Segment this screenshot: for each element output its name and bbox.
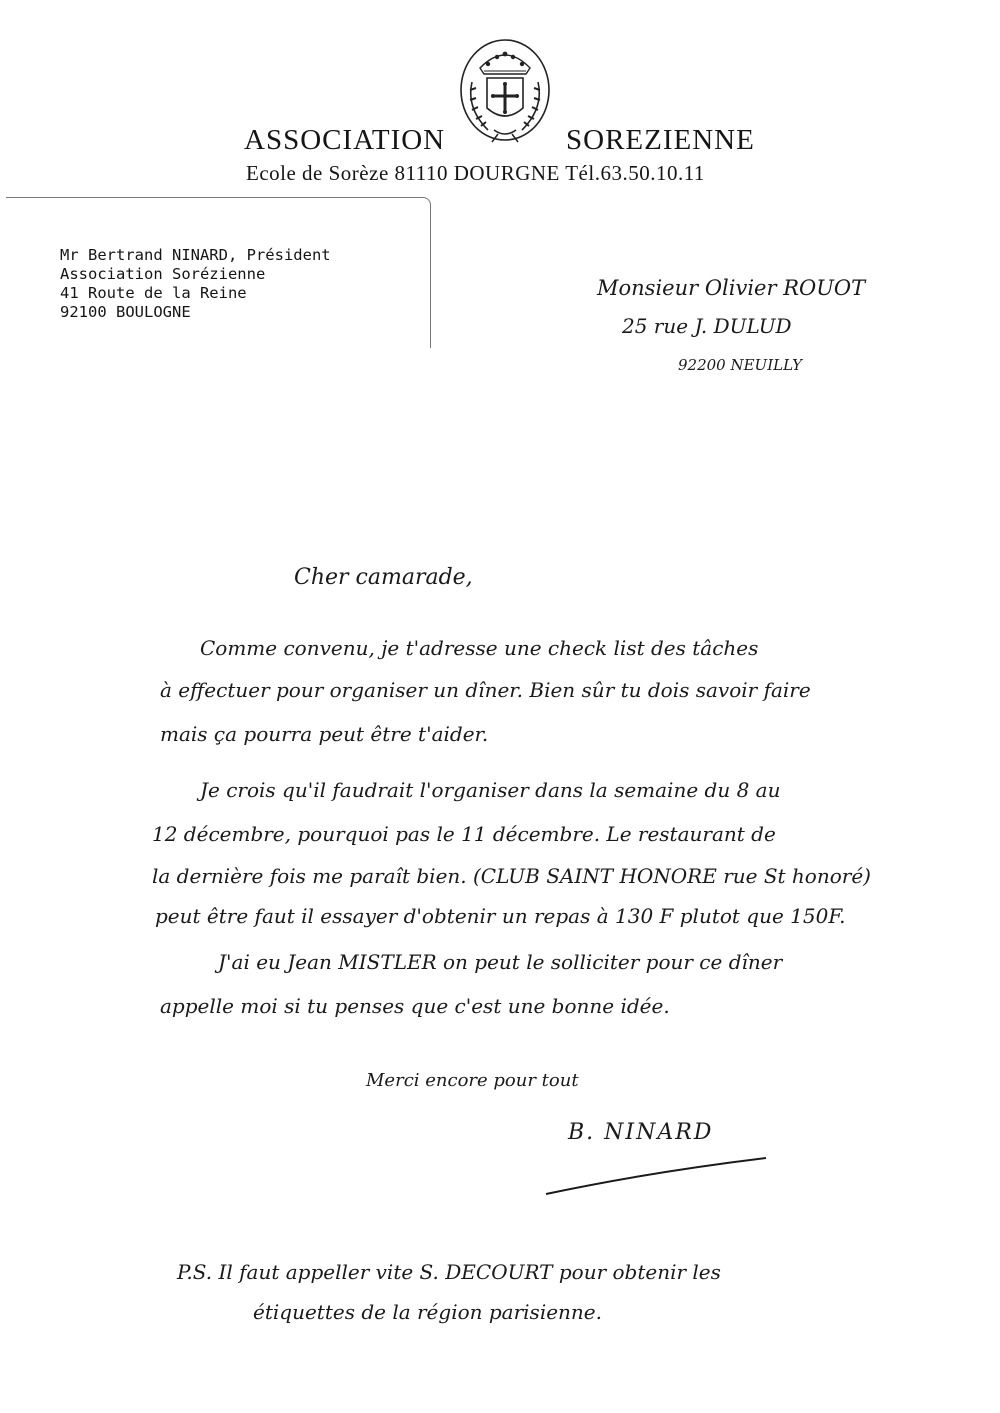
sender-line: 92100 BOULOGNE [60,303,191,321]
body-line: peut être faut il essayer d'obtenir un repas à 130 F plutot que 150F. [155,904,846,928]
body-line: 12 décembre, pourquoi pas le 11 décembre. Le restaurant de [152,822,776,846]
closing-line: Merci encore pour tout [366,1070,579,1091]
body-line: appelle moi si tu penses que c'est une bonne idée. [160,994,670,1018]
sender-address-block [60,246,331,322]
postscript-line: P.S. Il faut appeller vite S. DECOURT pour obtenir les [177,1260,721,1284]
body-line: à effectuer pour organiser un dîner. Bien sûr tu dois savoir faire [160,678,811,702]
signature-underline [540,1150,770,1200]
body-line: Comme convenu, je t'adresse une check list des tâches [200,636,759,660]
recipient-line: 92200 NEUILLY [678,356,802,374]
sender-line: Association Sorézienne [60,265,266,283]
recipient-line: Monsieur Olivier ROUOT [597,276,866,300]
body-line: J'ai eu Jean MISTLER on peut le solliciter pour ce dîner [218,950,783,974]
org-name-right: SOREZIENNE [566,124,755,156]
body-line: mais ça pourra peut être t'aider. [160,722,489,746]
recipient-line: 25 rue J. DULUD [622,314,792,338]
org-name-left: ASSOCIATION [244,124,446,156]
body-line: la dernière fois me paraît bien. (CLUB SAINT HONORE rue St honoré) [152,864,871,888]
postscript-line: étiquettes de la région parisienne. [253,1300,603,1324]
signature: B. NINARD [568,1120,714,1145]
salutation: Cher camarade, [294,565,473,590]
body-line: Je crois qu'il faudrait l'organiser dans la semaine du 8 au [200,778,781,802]
coat-of-arms-icon [458,38,552,148]
sender-line: Mr Bertrand NINARD, Président [60,246,331,264]
org-address-line: Ecole de Sorèze 81110 DOURGNE Tél.63.50.10.11 [246,161,705,185]
sender-line: 41 Route de la Reine [60,284,247,302]
